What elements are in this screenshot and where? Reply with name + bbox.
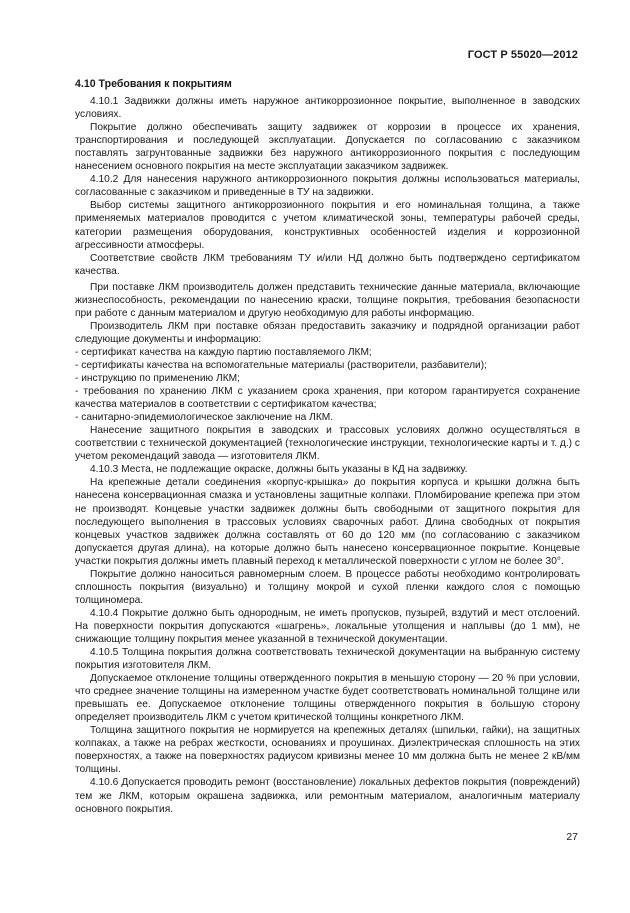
paragraph-4-10-1: 4.10.1 Задвижки должны иметь наружное антикоррозионное покрытие, выполненное в заводских условиях.	[75, 96, 580, 121]
paragraph: Покрытие должно обеспечивать защиту задвижек от коррозии в процессе их хранения, транспортирования и последующей эксплуатации. Допускается по согласованию с заказчиком поставлять загрунтованные задвижки без наружного антикоррозионного покрытия с последующим нанесением основного покрытия на месте эксплуатации заказчиком задвижек.	[75, 122, 580, 173]
paragraph: Выбор системы защитного антикоррозионного покрытия и его номинальная толщина, а также применяемых материалов проводится с учетом климатической зоны, температуры рабочей среды, категории размещения оборудования, конструктивных особенностей изделия и коррозионной агрессивности атмосферы.	[75, 200, 580, 251]
page-number: 27	[566, 831, 578, 843]
paragraph: Покрытие должно наноситься равномерным слоем. В процессе работы необходимо контролировать сплошность покрытия (визуально) и толщину мокрой и сухой пленки каждого слоя с помощью толщиномера.	[75, 568, 580, 606]
paragraph: На крепежные детали соединения «корпус-крышка» до покрытия корпуса и крышки должна быть нанесена консервационная смазка и установлены защитные колпаки. Пломбирование крепежа при этом не производят. Концевые участки задвижек должны быть свободными от защитного покрытия для последующего выполнения в трассовых условиях сварочных работ. Длина свободных от покрытия концевых участков задвижек должна составлять от 60 до 120 мм (по согласованию с заказчиком допускается другая длина), на которые должно быть нанесено консервационное покрытие. Концевые участки покрытия должны иметь плавный переход к металлической поверхности с углом не более 30°.	[75, 477, 580, 567]
paragraph: Нанесение защитного покрытия в заводских и трассовых условиях должно осуществляться в соответствии с технической документацией (технологические инструкции, технологические карты и т. д.) с учетом рекомендаций завода — изготовителя ЛКМ.	[75, 425, 580, 463]
section-title: 4.10 Требования к покрытиям	[75, 78, 232, 90]
list-item: - сертификаты качества на вспомогательные материалы (растворители, разбавители);	[75, 359, 487, 371]
list-item: - требования по хранению ЛКМ с указанием срока хранения, при котором гарантируется сохранение качества материалов в соответствии с сертификатом качества;	[75, 386, 580, 411]
paragraph-4-10-3: 4.10.3 Места, не подлежащие окраске, должны быть указаны в КД на задвижку.	[90, 464, 468, 476]
paragraph: При поставке ЛКМ производитель должен представить технические данные материала, включающие жизнеспособность, рекомендации по нанесению краски, толщине покрытия, требования безопасности при работе с данным материалом и другую необходимую для работы информацию.	[75, 281, 580, 319]
paragraph: Толщина защитного покрытия не нормируется на крепежных деталях (шпильки, гайки), на защитных колпаках, а также на ребрах жесткости, основаниях и проушинах. Диэлектрическая сплошность на этих поверхностях, а также на поверхностях радиусом кривизны менее 10 мм должна быть не менее 2 кВ/мм толщины.	[75, 725, 580, 776]
paragraph-4-10-5: 4.10.5 Толщина покрытия должна соответствовать технической документации на выбранную систему покрытия изготовителя ЛКМ.	[75, 647, 580, 672]
paragraph: Соответствие свойств ЛКМ требованиям ТУ и/или НД должно быть подтверждено сертификатом качества.	[75, 252, 580, 277]
document-body	[75, 78, 580, 816]
paragraph-4-10-2: 4.10.2 Для нанесения наружного антикоррозионного покрытия должны использоваться материалы, согласованные с заказчиком и приведенные в ТУ на задвижки.	[75, 174, 580, 199]
paragraph: Допускаемое отклонение толщины отвержденного покрытия в меньшую сторону — 20 % при условии, что среднее значение толщины на измеренном участке будет соответствовать номинальной толщине или превышать ее. Допускаемое отклонение толщины отвержденного покрытия в большую сторону определяет производитель ЛКМ с учетом критической толщины конкретного ЛКМ.	[75, 673, 580, 724]
paragraph: Производитель ЛКМ при поставке обязан предоставить заказчику и подрядной организации работ следующие документы и информацию:	[75, 320, 580, 345]
list-item: - сертификат качества на каждую партию поставляемого ЛКМ;	[75, 346, 372, 358]
list-item: - инструкцию по применению ЛКМ;	[75, 373, 240, 385]
paragraph-4-10-4: 4.10.4 Покрытие должно быть однородным, не иметь пропусков, пузырей, вздутий и мест отслоений. На поверхности покрытия допускаются «шагрень», локальные утолщения и наплывы (до 1 мм), не снижающие толщину покрытия менее указанной в технической документации.	[75, 607, 580, 645]
list-item: - санитарно-эпидемиологическое заключение на ЛКМ.	[75, 412, 334, 424]
document-code-header: ГОСТ Р 55020—2012	[467, 49, 578, 61]
paragraph-4-10-6: 4.10.6 Допускается проводить ремонт (восстановление) локальных дефектов покрытия (повреждений) тем же ЛКМ, которым окрашена задвижка, или ремонтным материалом, аналогичным материалу основного покрытия.	[75, 777, 580, 815]
